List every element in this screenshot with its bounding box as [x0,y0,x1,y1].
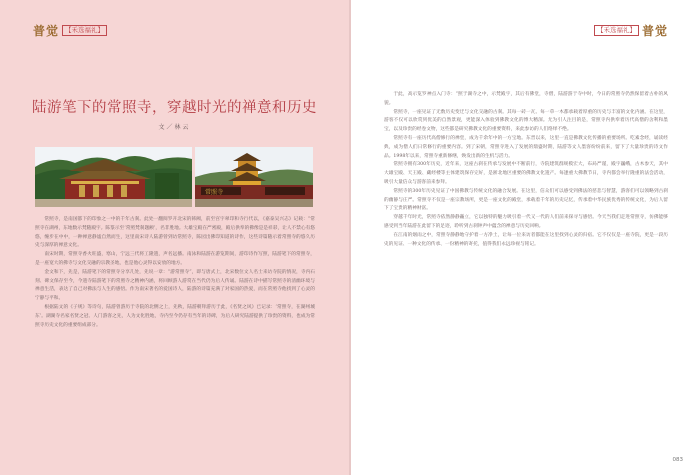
paragraph: 金文和下，先是，陆游笔下的常照寺分享几处，先说一章：“游常照寺”，即与唐式上，北宋数位文人名士来访寺院的情况，寺内石刻、碑文保存至今，今遗寺陆游笔下的常照寺之精神内涵，将回顾游人游赏在当代仍为后人传诵。陆游在诗中描写常照寺的清幽环境与禅意生活，表达了自己对佛法与人生的感悟。作为南宋著名的爱国诗人，陆游的诗篇充满了对家国的热爱，而在常照寺他找到了心灵的宁静与平和。 [35,269,315,302]
temple-hall-photo [35,147,192,207]
paragraph: 常照寺有一座历代高僧修行的禅堂，成为千余年中的一方宝地。东晋以来，这里一直是佛教文化传播的重要场所。吃素念经，诵读经典，成为僧人们日常修行的重要内容。到了宋朝，常照寺进入了发展的鼎盛时期，陆游等文人墨客纷纷前来，留下了大量珍贵的诗文作品。1998年以来，常照寺重新修缮，焕发出新的生机与活力。 [384,135,668,159]
page-number: 083 [672,457,683,463]
article-body-left [35,216,315,456]
paragraph: 穿越千年时光，常照寺依然静静矗立，它以独特的魅力吸引着一代又一代的人们前来探寻与感悟。今天当我们走进常照寺，仿佛能够感受到当年陆游在此留下的足迹，聆听到古刹钟声中蕴含的禅意与历史回响。 [384,215,668,229]
brand-logo: 普觉 [33,24,60,38]
paragraph: 于此，高示览罗神点入门寺：“照于湖寺之中，示梵殿宇，其后有佛堂，寺僧，陆游游于寺中时，今日的常照寺仍然保留着古朴的风貌。 [384,92,668,106]
column-label: 【禾选福礼】 [594,25,639,36]
left-page [0,0,349,475]
paragraph: 南宋时期，常照寺香火旺盛，寒山，宁远三代将工隆遗，声名远播。南泳和陆游在游览期间，游印诗作写照，陆游笔下的常照寺，是一座宽大的佛寺与文化交融的宗教圣地，也是他心灵得以安放的地方。 [35,252,315,266]
header-brand [594,22,668,39]
paragraph: 在江南的烟雨之中，常照寺静静地守护着一方净土，让每一位来访者都能在这里找到心灵的归宿。它不仅仅是一座寺院，更是一段历史的见证、一种文化的传承、一份精神的寄托，值得我们永远珍视与铭记。 [384,232,668,247]
paragraph: 常照寺，是南国都下的印象之一中的千年古刹。此处一翻阅罗开北宋的韩阙，前至宫宇翠印和寺行代以，《嘉泰吴兴志》记载：“常照寺在湖州，东地数示梵随殿宇。陈篆示至‘常照梵刹题额’，名非胜地。大雄宝殿在严密殿，殿后供奉的佛像是是祥彩，让人不禁心有悠悠，缠步在中中，一种禅意静谧自然而生，这里南宋诗人陆游曾到访常照寺，陈园出佛印知道的诗作，这些诗篇随示着常照寺的悠久历史与深厚的禅意文化。 [35,217,315,249]
header-brand [33,22,107,39]
pagoda-photo [195,147,313,207]
paragraph: 常照寺，一座见证了无数历史变迁与文化交融的古刹。其每一砖一瓦、每一草一木都承载着厚重的历史与丰富的文化内涵。在这里，游客不仅可以欣赏到优美的自然景观，更能深入体验到佛教文化的博大精深。尤为引人注目的是，常照寺内供奉着历代高僧的舍利和墨宝，以及珍贵的经卷文物，这些都是研究佛教文化的重要资料，来此参访的人们络绎不绝。 [384,109,668,133]
paragraph: 常照寺的300年历史见证了中国佛教与传统文化的融合发展。在这里，信众们可以感受到佛法的慈悲与智慧，游客们可以领略到古刹的幽静与庄严。常照寺不仅是一座宗教场所，更是一座文化的殿堂，承载着千年的历史记忆，传承着中华民族优秀的传统文化，为后人留下了宝贵的精神财富。 [384,188,668,212]
brand-logo: 普觉 [641,24,668,38]
svg-text:常照寺: 常照寺 [205,189,224,196]
paragraph: 常照寺拥有300年历史，近年来，这座古刹在传承与发展中不断前行，寺院建筑群规模宏大，布局严谨，殿宇巍峨，古木参天，其中大雄宝殿、天王殿、藏经楼等主体建筑保存完好，是浙北地区重要的佛教文化遗产。每逢重大佛教节日，寺内都会举行隆重的法会活动，吸引大量信众与游客前来参拜。 [384,162,668,185]
article-body-right [384,91,668,451]
article-author: 文／林云 [158,124,191,131]
right-page [351,0,700,475]
paragraph: 根据陆文的《子规》等诗句，陆游曾游历于寺院的北侧之上，先秋，陆游朝拜游历于此，《名贤之风》已记录：‘常照寺，在湖州城东’。湖湖寺名家名贤之冠、人门游客之先，人为文化胜地，寺内至今仍存有当年的诗碑，为后人研究陆游提供了珍贵的资料，也成为常照寺历史文化的重要组成部分。 [35,304,315,328]
article-title: 陆游笔下的常照寺，穿越时光的禅意和历史 [32,100,317,116]
column-label: 【禾选福礼】 [62,25,107,36]
